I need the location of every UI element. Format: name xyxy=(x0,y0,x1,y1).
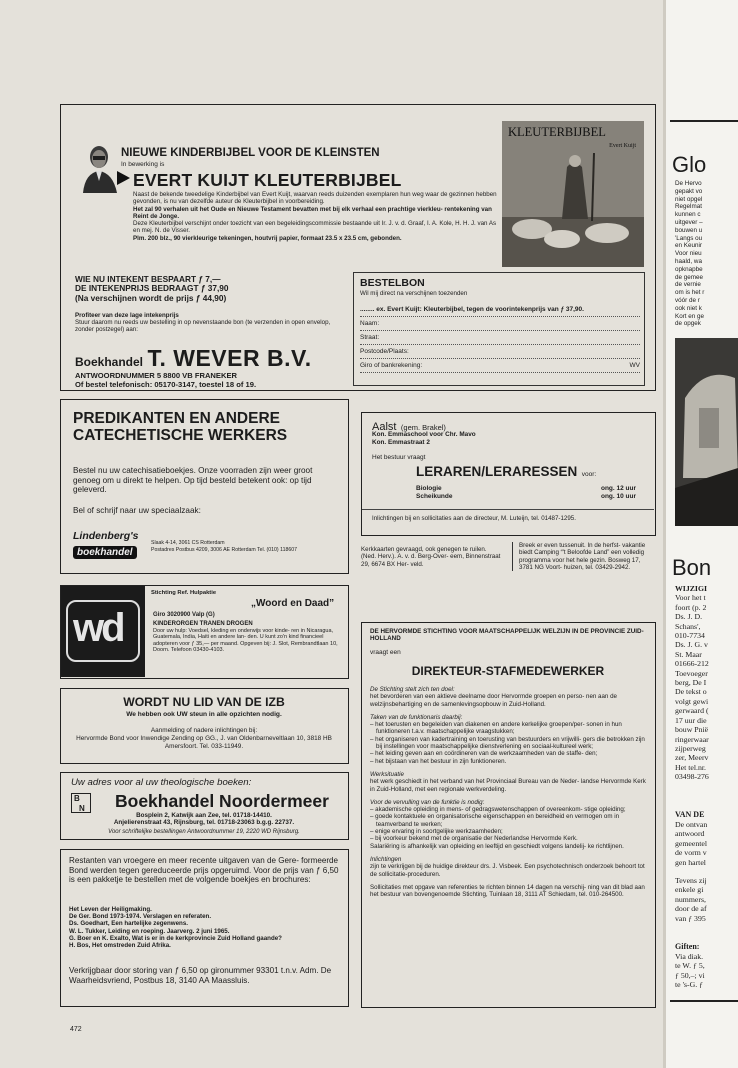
kerkkaarten-ad: Kerkkaarten gevraagd, ook genegen te ruilen. (Ned. Herv.). A. v. d. Berg-Over- eem, Binnenstraat 29, 6674 BX Her- veld. xyxy=(361,546,501,568)
offer-lines: WIE NU INTEKENT BESPAART ƒ 7,— DE INTEKENPRIJS BEDRAAGT ƒ 37,90 (Na verschijnen wordt de prijs ƒ 44,90) xyxy=(75,274,229,303)
cover-title: KLEUTERBIJBEL xyxy=(508,125,606,139)
wd-name: „Woord en Daad” xyxy=(251,598,335,609)
lindenberg-address: Slaak 4-14, 3061 CS Rotterdam Postadres Postbus 4209, 3006 AE Rotterdam Tel. (010) 118607 xyxy=(151,540,298,553)
triangle-arrow-icon xyxy=(117,171,131,185)
wd-logo: wd xyxy=(61,586,145,677)
woord-en-daad-ad xyxy=(60,585,349,679)
noordermeer-name: Boekhandel Noordermeer xyxy=(115,791,329,811)
order-form-subtitle: Wil mij direct na verschijnen toezenden xyxy=(360,290,468,297)
profit-head: Profiteer van deze lage intekenprijs xyxy=(75,312,179,319)
izb-title: WORDT NU LID VAN DE IZB xyxy=(123,695,285,709)
book-cover-illustration xyxy=(502,121,644,267)
glo-text: De Hervo gepakt vo niet opgel Regelmat kunnen c uitgever – bouwen u 'Langs ou en Keunir Voor nieu haald, wa opknapbe de gemee de vernie om is het r vóór de r ook niet k Kort en ge de opgek xyxy=(675,180,705,328)
stichting-ad xyxy=(361,622,656,1008)
wd-text: Door uw hulp: Voedsel, kleding en onderwijs voor kinde- ren in Nicaragua, Guatemala, India, Haiti en andere lan- den. U kunt zo'n kind financieel adopteren voor ƒ 35,— per maand. Opgeven bij: J. Slot, Rembrandtlaan 10, Doorn. Telefoon 03430-4103. xyxy=(153,628,338,654)
aalst-title: LERAREN/LERARESSEN voor: xyxy=(416,464,597,479)
aalst-school: Kon. Emmaschool voor Chr. Mavo Kon. Emmastraat 2 xyxy=(372,431,476,446)
restanten-footer: Verkrijgbaar door storing van ƒ 6,50 op gironummer 93301 t.n.v. Adm. De Waarheidsvriend, Postbus 18, 3140 AA Maassluis. xyxy=(69,966,332,985)
author-book-title: EVERT KUIJT KLEUTERBIJBEL xyxy=(133,170,402,190)
noordermeer-ad xyxy=(60,772,349,840)
predikanten-text: Bestel nu uw catechisatieboekjes. Onze voorraden zijn weer groot genoeg om u direkt te helpen. Op tijd besteld betekent ook: op tijd geleverd. xyxy=(73,466,313,495)
stichting-head: DE HERVORMDE STICHTING VOOR MAATSCHAPPELIJK WELZIJN IN DE PROVINCIE ZUID-HOLLAND xyxy=(370,628,644,643)
wd-head: KINDERORGEN TRANEN DROGEN xyxy=(153,621,253,627)
predikanten-text2: Bel of schrijf naar uw speciaalzaak: xyxy=(73,506,201,515)
aalst-subjects: Biologie ong. 12 uur Scheikunde ong. 10 uur xyxy=(416,485,636,500)
cover-author: Evert Kuijt xyxy=(609,143,636,149)
predikanten-ad xyxy=(60,399,349,574)
profit-text: Stuur daarom nu reeds uw bestelling in op nevenstaande bon (te verzenden in open envelop, zonder postzegel) aan: xyxy=(75,319,331,334)
noordermeer-tagline: Uw adres voor al uw theologische boeken: xyxy=(71,777,252,788)
kleuterbijbel-ad xyxy=(60,104,656,391)
page-gutter xyxy=(663,0,666,1068)
order-form[interactable] xyxy=(353,272,645,386)
name-field[interactable]: Naam: xyxy=(360,317,640,331)
in-bewerking: In bewerking is xyxy=(121,161,165,168)
page-number: 472 xyxy=(70,1026,82,1033)
order-item-line[interactable]: ........ ex. Evert Kuijt: Kleuterbijbel, tegen de voorintekenprijs van ƒ 37,90. xyxy=(360,303,640,317)
wd-stichting: Stichting Ref. Hulpaktie xyxy=(151,590,217,596)
postcode-field[interactable]: Postcode/Plaats: xyxy=(360,345,640,359)
camping-ad: Breek er even tussenuit. In de herfst- vakantie biedt Camping “'t Beloofde Land” een volledig programma voor het hele gezin. Bosweg 17, 3781 NG Voort- huizen, tel. 03429-2942. xyxy=(512,542,654,571)
author-portrait xyxy=(81,141,121,193)
stichting-body: De Stichting stelt zich ten doel: het bevorderen van een aktieve deelname door Hervormde groepen en perso- nen aan de welzijnsbehartiging en de samenlevingsopbouw in Zuid-Holland. Taken van de funktionaris daarbij: – het toerusten en begeleiden van diakenen en andere kerkelijke groepen/per- sonen in hun funktioneren t.a.v. maatschappelijke vraagstukken; – het organiseren van kadertraining en toerusting van bestuurders en vrijwilli- gers die betrokken zijn bij instellingen voor maatschappelijke dienstverlening en sociaal-kultureel werk; – het leiding geven aan en coördineren van de werkzaamheden van de staffe- den; – het bijstaan van het bestuur in zijn funktioneren. Werksituatie het werk geschiedt in het verband van het Provinciaal Bureau van de Neder- landse Hervormde Kerk in Zuid-Holland, met een regionale werkverdeling. Voor de vervulling van de funktie is nodig: – akademische opleiding in mens- of gedragswetenschappen of overeenkom- stige opleiding; – goede kontaktuele en organisatorische eigenschappen en bereidheid en vermogen om in teamverband te werken; – enige ervaring in soortgelijke werkzaamheden; – bij voorkeur bekend met de organisatie der Nederlandse Hervormde Kerk. Salariëring is afhankelijk van opleiding en leeftijd en geschiedt volgens landelij- ke richtlijnen. Inlichtingen zijn te verkrijgen bij de huidige direkteur drs. J. Visbeek. Een psychotechnisch onderzoek behoort tot de sollicitatie-proceduren. Sollicitaties met opgave van referenties te richten binnen 14 dagen na verschij- ning van dit blad aan het bestuur van bovengenoemde Stichting, Tuinlaan 18, 3111 AT Schiedam, tel. 010-264500. xyxy=(370,686,646,899)
glo-heading: Glo xyxy=(672,152,707,177)
shop-name: Boekhandel T. WEVER B.V. xyxy=(75,345,312,371)
van-de-heading: VAN DE xyxy=(675,810,705,819)
order-form-title: BESTELBON xyxy=(360,277,425,289)
stichting-vraagt: vraagt een xyxy=(370,649,401,656)
aalst-ad xyxy=(361,412,656,536)
shop-address: ANTWOORDNUMMER 5 8800 VB FRANEKER Of bestel telefonisch: 05170-3147, toestel 18 of 19. xyxy=(75,371,257,389)
bn-logo: B N xyxy=(71,793,91,813)
noordermeer-address: Bosplein 2, Katwijk aan Zee, tel. 01718-14410. Anjelierenstraat 43, Rijnsburg, tel. 01718-23063 b.g.g. 22737. xyxy=(113,812,295,827)
giften-text: Via diak. te W. ƒ 5, ƒ 50,–; vi te 's-G. ƒ xyxy=(675,952,705,990)
izb-ad xyxy=(60,688,349,764)
giro-field[interactable]: Giro of bankrekening: WV xyxy=(360,359,640,373)
right-page xyxy=(666,0,738,1068)
bon-text: WIJZIGI Voor het t foort (p. 2 Ds. J. D. Schans', 010-7734 Ds. J. G. v St. Maar 01666-212 Toevoeger berg, De I De tekst o volgt gewi gerwaard ( 17 uur die bouw Pnië ringerwaar zijperweg zer, Meerv Het tel.nr. 03498-276 xyxy=(675,584,709,782)
izb-subtitle: We hebben ook UW steun in alle opzichten nodig. xyxy=(126,711,282,718)
giften-heading: Giften: xyxy=(675,942,700,951)
restanten-text: Restanten van vroegere en meer recente uitgaven van de Gere- formeerde Bond werden tegen gereduceerde prijs opgeruimd. Voor de prijs van ƒ 6,50 is een pakketje te bestellen met de volgende boekjes en brochures: xyxy=(69,856,339,885)
van-de-text: De ontvan antwoord gemeentel de vorm v gen hartel Tevens zij enkele gi nummers, door de af van ƒ 395 xyxy=(675,820,708,923)
bon-heading: Bon xyxy=(672,555,712,580)
street-field[interactable]: Straat: xyxy=(360,331,640,345)
aalst-place: Aalst (gem. Brakel) xyxy=(372,421,446,433)
aalst-vraagt: Het bestuur vraagt xyxy=(372,454,426,461)
church-photo xyxy=(675,338,738,526)
izb-text1: Aanmelding of nadere inlichtingen bij: xyxy=(150,727,258,734)
kleuterbijbel-title: NIEUWE KINDERBIJBEL VOOR DE KLEINSTEN xyxy=(121,147,380,159)
aalst-info: Inlichtingen bij en sollicitaties aan de directeur, M. Luteijn, tel. 01487-1295. xyxy=(372,515,576,522)
noordermeer-note: Voor schriftelijke bestellingen Antwoordnummer 19, 2220 WD Rijnsburg. xyxy=(108,829,300,835)
izb-text2: Hervormde Bond voor Inwendige Zending op GG., J. van Oldenbarneveltlaan 10, 3818 HB Amersfoort. Tel. 033-11949. xyxy=(76,735,332,750)
lindenberg-logo: Lindenberg's boekhandel xyxy=(73,530,139,558)
kleuterbijbel-body: Naast de bekende tweedelige Kinderbijbel van Evert Kuijt, waarvan reeds duizenden exemplaren hun weg waar de gezinnen hebben gevonden, is nu van dezelfde auteur de Kleuterbijbel in voorbereiding. Het zal 90 verhalen uit het Oude en Nieuwe Testament bevatten met bij elk verhaal een prachtige vierkleu- rentekening van Reint de Jonge. Deze Kleuterbijbel verschijnt onder toezicht van een begeleidingscommissie bestaande uit Ir. J. v. d. Graaf, I. A. Kole, H. H. J. van As en mej. N. de Visser. Plm. 200 blz., 90 vierkleurige tekeningen, houtvrij papier, formaat 23.5 x 23.5 cm, gebonden. xyxy=(133,191,497,242)
wd-giro: Giro 3020900 Valp (G) xyxy=(153,612,215,618)
predikanten-title: PREDIKANTEN EN ANDERE CATECHETISCHE WERKERS xyxy=(73,410,288,444)
restanten-list: Het Leven der Heiligmaking. De Ger. Bond 1973-1974. Verslagen en referaten. Ds. Goedhart, Een hartelijke zegenwens. W. L. Tukker, Leiding en roeping. Jaarverg. 2 juni 1965. G. Boer en K. Exalto, Wat is er in de kerkprovincie Zuid Holland gaande? H. Bos, Het omstreden Zuid Afrika. xyxy=(69,906,282,950)
restanten-ad xyxy=(60,849,349,1007)
stichting-title: DIREKTEUR-STAFMEDEWERKER xyxy=(411,664,605,678)
